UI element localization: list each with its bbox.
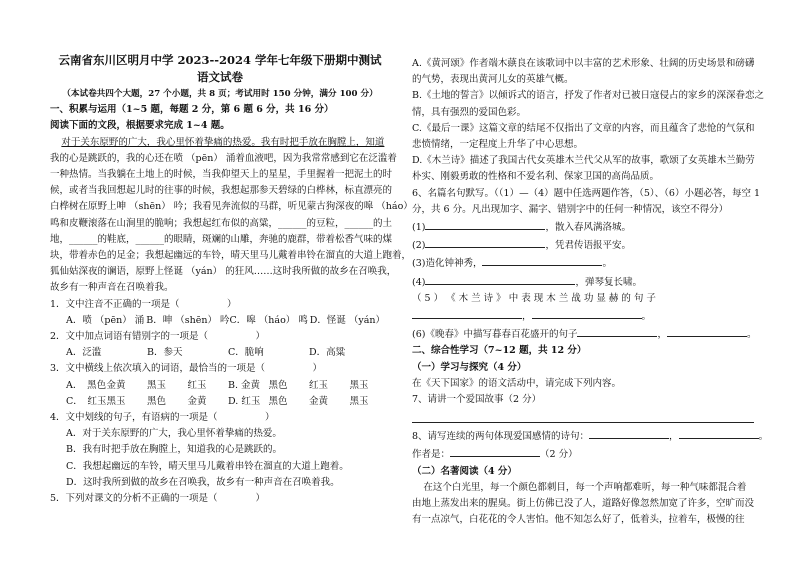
activity-intro: 在《天下国家》的语文活动中，请完成下列内容。 (412, 377, 622, 389)
option-a: A．对于关东原野的广大，我心里怀着挚痛的热爱。 (66, 428, 282, 440)
q3-cell: C． 红玉 (66, 395, 107, 407)
question-1-options (50, 313, 390, 329)
option-c: C．脆响 (228, 347, 264, 359)
q3-cell: 黑玉 (349, 395, 369, 407)
answer-blank[interactable] (679, 427, 759, 439)
passage-line: 白桦树在原野上呻 （shēn） 吟；我看见奔流似的马群，听见蒙古狗深夜的嗥 （háo） (50, 201, 413, 213)
option-d: D．这时我所到做的故乡在召唤我，故乡有一种声音在召唤着我。 (66, 476, 340, 488)
option-c: C．我想起幽远的车铃，晴天里马儿戴着串铃在溜直的大道上跑着。 (66, 460, 349, 472)
question-8-author: 作者是： （2 分） (412, 445, 754, 463)
question-5: 5．下列对课文的分析不正确的一项是（ ） (50, 493, 266, 505)
answer-blank[interactable] (667, 325, 747, 337)
q3-cell: D. 红玉 (228, 395, 261, 407)
question-2-options (50, 345, 390, 361)
passage-line: 鸣和皮鞭滚落在山涧里的脆响；我想起红布似的高粱，______的豆粒，______的土 (50, 217, 393, 229)
question-6-stem: 分，共 6 分。凡出现加字、漏字、错别字中的任何一种情况，该空不得分） (412, 203, 729, 215)
q3-cell: 黑色 (268, 395, 288, 407)
passage-line: 地，______的鞋底，______的眼睛，斑斓的山雕，奔驰的鹿群，带着松香气味的煤 (50, 233, 393, 245)
question-1: 1．文中注音不正确的一项是（ ） (50, 298, 237, 310)
passage-line: 故乡有一种声音在召唤着我。 (50, 282, 174, 294)
q5-option-line: A.《黄河颂》作者端木蕻良在该歌词中以丰富的艺术形象、壮阔的历史场景和磅礴 (412, 58, 755, 69)
q3-cell: 金黄 (106, 379, 126, 391)
reading-line: 有一点凉气，白花花的令人害怕。他不知怎么好了，低着头，拉着车，极慢的往 (412, 514, 745, 526)
question-3-row-1 (50, 378, 390, 394)
reading-instruction: 阅读下面的文段，根据要求完成 1~4 题。 (50, 120, 230, 132)
question-2: 2．文中加点词语有错别字的一项是（ ） (50, 331, 266, 343)
answer-blank[interactable] (532, 307, 642, 319)
exam-title: 云南省东川区明月中学 2023--2024 学年七年级下册期中测试 (58, 53, 382, 67)
underlined-sentence-a: 对于关东原野的广大，我心里怀着挚痛的热爱。我有时把手放在胸膛上，知道 (61, 136, 385, 148)
option-c: C．嗥 （háo） 鸣 (229, 314, 308, 326)
recitation-item-5-blanks: ， 。 (412, 307, 754, 325)
answer-blank[interactable] (589, 427, 669, 439)
option-b: B．参天 (147, 347, 183, 359)
answer-blank[interactable] (450, 445, 540, 457)
q3-cell: 红玉 (187, 379, 207, 391)
q3-cell: 黑玉 (349, 379, 369, 391)
recitation-item-2: (2) ，凭君传语报平安。 (412, 236, 754, 254)
passage-line: 块，带着赤色的足金；我想起幽远的车铃，晴天里马儿戴着串铃在溜直的大道上跑着， (50, 250, 412, 262)
answer-blank[interactable] (425, 236, 545, 248)
option-a: A．泛滥 (66, 347, 102, 359)
subsection-heading-2: （二）名著阅读（4 分） (412, 465, 517, 477)
section-heading-2: 二、综合性学习（7~12 题，共 12 分） (412, 345, 587, 357)
passage-line: 候，或者当我回想起儿时的往事的时候，我想起那参天碧绿的白桦林，标直漂亮的 (50, 185, 393, 197)
question-4: 4．文中划线的句子，有语病的一项是（ ） (50, 412, 275, 424)
left-column (50, 0, 413, 561)
q3-cell: 黑玉 (106, 395, 126, 407)
q3-cell: 黑玉 (147, 379, 167, 391)
option-a: A．喷 （pēn） 涌 (66, 314, 145, 326)
question-3: 3．文中横线上依次填入的词语，最恰当的一项是（ ） (50, 363, 323, 375)
q5-option-line: 的气势，表现出黄河儿女的英雄气概。 (412, 74, 574, 86)
q5-option-line: C.《最后一课》这篇文章的结尾不仅指出了文章的内容，而且蕴含了悲怆的气氛和 (412, 122, 755, 134)
recitation-item-3: (3)造化钟神秀， 。 (412, 254, 754, 272)
q3-cell: A． 黑色 (66, 379, 107, 391)
section-heading-1: 一、积累与运用（1~5 题，每题 2 分，第 6 题 6 分，共 16 分） (50, 104, 334, 116)
q5-option-line: D.《木兰诗》描述了我国古代女英雄木兰代父从军的故事，歌颂了女英雄木兰勤劳 (412, 155, 755, 167)
passage-line: 我的心是跳跃的，我的心还在喷 （pēn） 涌着血液吧，因为我常常感到它在泛滥着 (50, 152, 397, 164)
question-8: 8、请写连续的两句体现爱国感情的诗句： ， 。 (412, 427, 754, 445)
q5-option-line: 情，具有强烈的爱国色彩。 (412, 106, 527, 118)
passage (50, 135, 413, 297)
option-b: B．呻 （shēn） 吟 (146, 314, 230, 326)
answer-blank[interactable] (412, 307, 522, 319)
passage-line: 狐仙姑深夜的谰语，原野上怪诞 （yán） 的狂风……这时我所做的故乡在召唤我， (50, 266, 397, 278)
recitation-item-6: (6)《晚春》中描写暮春百花盛开的句子 ， 。 (412, 325, 754, 343)
q3-cell: 金黄 (187, 395, 207, 407)
question-7: 7、请讲一个爱国故事（2 分） (412, 394, 542, 406)
q5-option-line: 朴实、刚毅勇敢的性格和不爱名利、保家卫国的高尚品质。 (412, 171, 660, 183)
reading-line: 在这个白光里，每一个颜色都刺目，每一个声响都难听，每一种气味都混合着 (423, 481, 747, 493)
passage-line: 一种热情。当我躺在土地上的时候，当我仰望天上的星星，手里握着一把泥土的时 (50, 169, 393, 181)
question-3-row-2 (50, 394, 390, 410)
recitation-item-4: (4) ，弹琴复长啸。 (412, 273, 754, 291)
q5-option-line: 悲愤情绪，一定程度上升华了中心思想。 (412, 139, 584, 151)
q3-cell: 黑色 (268, 379, 288, 391)
answer-blank[interactable] (577, 325, 657, 337)
option-b: B．我有时把手放在胸膛上，知道我的心是跳跃的。 (66, 444, 282, 456)
subsection-heading-1: （一）学习与探究（4 分） (412, 361, 527, 373)
q3-cell: 红玉 (309, 379, 329, 391)
question-6-stem: 6、名篇名句默写。（（1）—（4）题中任选两题作答，（5）、（6）小题必答，每空 1 (412, 187, 761, 199)
option-d: D．怪诞 （yán） (309, 314, 386, 326)
q3-cell: 金黄 (309, 395, 329, 407)
recitation-item-5: （ 5 ） 《 木 兰 诗 》 中 表 现 木 兰 战 功 显 赫 的 句 子 (412, 292, 656, 304)
exam-note: （本试卷共四个大题，27 个小题，共 8 页；考试用时 150 分钟，满分 100 分） (62, 89, 378, 99)
exam-subtitle: 语文试卷 (197, 70, 243, 84)
answer-blank[interactable] (482, 254, 602, 266)
answer-line[interactable] (412, 410, 754, 423)
q3-cell: B. 金黄 (228, 379, 261, 391)
option-d: D．高粱 (309, 347, 346, 359)
answer-blank[interactable] (425, 273, 575, 285)
reading-line: 由地上蒸发出来的腥臭。街上仿佛已没了人，道路好像忽然加宽了许多，空旷而没 (412, 498, 755, 510)
right-column (412, 0, 769, 561)
q3-cell: 黑色 (147, 395, 167, 407)
answer-blank[interactable] (425, 218, 545, 230)
recitation-item-1: (1) ，散入春风满洛城。 (412, 218, 754, 236)
q5-option-line: B.《土地的誓言》以倾诉式的语言，抒发了作者对已被日寇侵占的家乡的深深眷恋之 (412, 90, 765, 102)
